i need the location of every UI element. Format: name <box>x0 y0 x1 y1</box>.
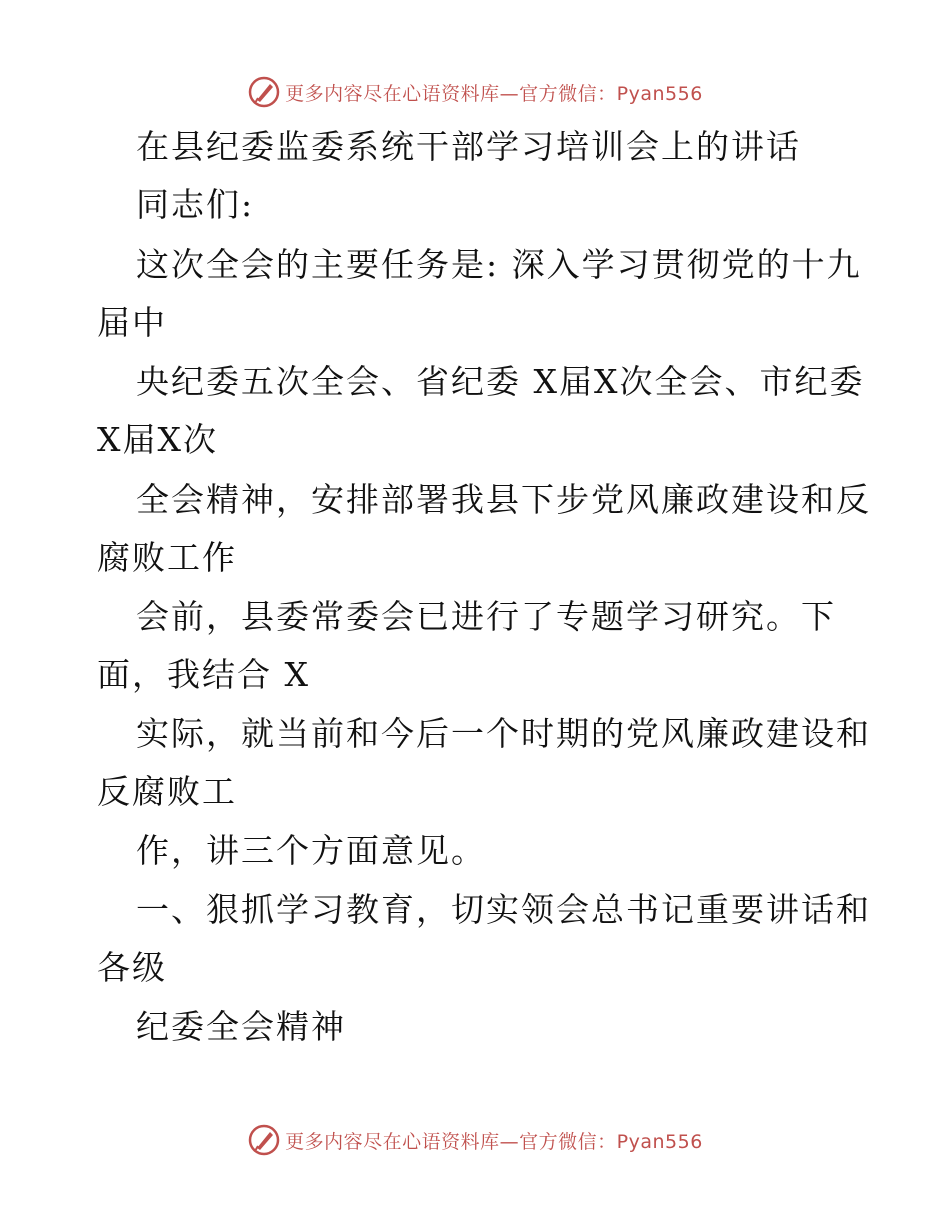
body-line: 央纪委五次全会、省纪委 X届X次全会、市纪委 <box>136 362 865 401</box>
section-heading: 一、狠抓学习教育，切实领会总书记重要讲话和 <box>136 890 871 929</box>
body-line: 届中 <box>97 303 167 342</box>
watermark-text: 更多内容尽在心语资料库—官方微信：Pyan556 <box>285 1130 703 1153</box>
document-title: 在县纪委监委系统干部学习培训会上的讲话 <box>136 127 801 166</box>
body-line: X届X次 <box>97 420 218 459</box>
salutation: 同志们: <box>136 185 255 224</box>
body-line: 会前，县委常委会已进行了专题学习研究。下 <box>136 597 836 636</box>
header-watermark <box>0 72 950 112</box>
quill-pen-logo-icon <box>247 75 281 109</box>
body-line: 全会精神，安排部署我县下步党风廉政建设和反 <box>136 480 871 519</box>
body-line: 面，我结合 X <box>97 655 310 694</box>
body-line: 腐败工作 <box>97 538 237 577</box>
watermark-text: 更多内容尽在心语资料库—官方微信：Pyan556 <box>285 82 703 105</box>
body-line: 反腐败工 <box>97 772 237 811</box>
body-line: 这次全会的主要任务是: 深入学习贯彻党的十九 <box>136 245 862 284</box>
quill-pen-logo-icon <box>247 1123 281 1157</box>
section-heading-continued: 各级 <box>97 948 167 987</box>
body-line: 作，讲三个方面意见。 <box>136 831 486 870</box>
footer-watermark <box>0 1120 950 1160</box>
body-line: 实际，就当前和今后一个时期的党风廉政建设和 <box>136 714 871 753</box>
section-heading-continued: 纪委全会精神 <box>136 1007 346 1046</box>
